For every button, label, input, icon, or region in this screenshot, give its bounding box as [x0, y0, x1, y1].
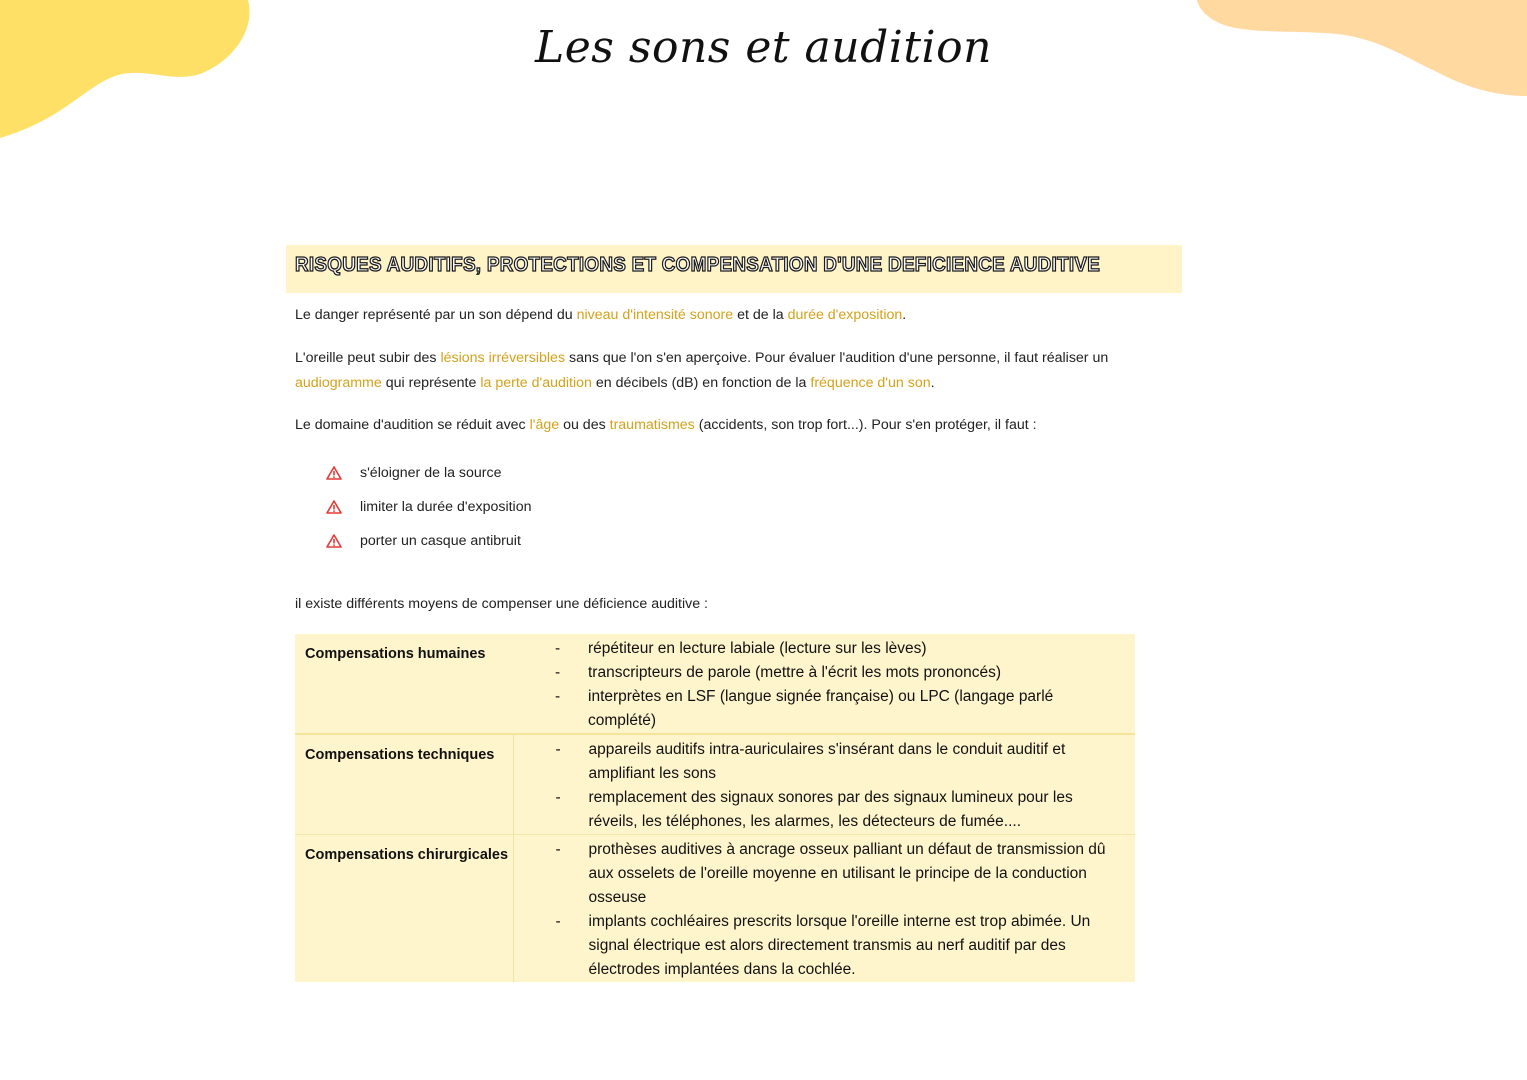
highlight-audiogram: audiogramme: [295, 375, 382, 391]
highlight-intensity: niveau d'intensité sonore: [576, 307, 734, 323]
list-item: - répétiteur en lecture labiale (lecture sur les lèves): [555, 640, 927, 657]
list-item: - appareils auditifs intra-auriculaires s'insérant dans le conduit auditif et amplifiant les sons: [555, 741, 1066, 782]
warning-icon: [326, 465, 342, 481]
category-human: Compensations humaines: [295, 634, 513, 734]
list-item: - prothèses auditives à ancrage osseux palliant un défaut de transmission dû aux osselets de l'oreille moyenne en utilisant le principe de la conduction osseuse: [555, 841, 1106, 906]
page-title: Les sons et audition: [535, 22, 992, 73]
category-items: [513, 734, 1135, 835]
paragraph-ear-damage: L'oreille peut subir des lésions irréversibles sans que l'on s'en aperçoive. Pour évaluer l'audition d'une personne, il faut réaliser un audiogramme qui représente la perte d'audition en décibels (dB) en fonction de la fréquence d'un son.: [295, 350, 1109, 391]
list-item: - interprètes en LSF (langue signée française) ou LPC (langage parlé complété): [555, 688, 1054, 729]
highlight-trauma: traumatismes: [609, 417, 695, 433]
compensation-table: [295, 634, 1135, 982]
list-item: porter un casque antibruit: [326, 524, 726, 558]
protection-list: [326, 456, 726, 558]
list-item: - remplacement des signaux sonores par des signaux lumineux pour les réveils, les téléphones, les alarmes, les détecteurs de fumée....: [555, 789, 1073, 830]
highlight-lesions: lésions irréversibles: [440, 350, 566, 366]
list-item: s'éloigner de la source: [326, 456, 726, 490]
section-heading: RISQUES AUDITIFS, PROTECTIONS ET COMPENSATION D'UNE DEFICIENCE AUDITIVE: [295, 253, 1101, 276]
category-surgical: Compensations chirurgicales: [295, 835, 513, 983]
table-row: [295, 734, 1135, 835]
warning-icon: [326, 499, 342, 515]
list-item: - implants cochléaires prescrits lorsque l'oreille interne est trop abimée. Un signal électrique est alors directement transmis au nerf auditif par des électrodes implantées dans la cochlée.: [555, 913, 1091, 978]
section-header: [286, 245, 1182, 293]
list-item: - transcripteurs de parole (mettre à l'écrit les mots prononcés): [555, 664, 1002, 681]
warning-icon: [326, 533, 342, 549]
category-items: [513, 634, 1135, 734]
paragraph-hearing-range: Le domaine d'audition se réduit avec l'âge ou des traumatismes (accidents, son trop fort...). Pour s'en protéger, il faut :: [295, 417, 1037, 433]
list-item: limiter la durée d'exposition: [326, 490, 726, 524]
category-items: [513, 835, 1135, 983]
highlight-age: l'âge: [529, 417, 560, 433]
table-row: [295, 634, 1135, 734]
paragraph-compensation-intro: il existe différents moyens de compenser une déficience auditive :: [295, 596, 708, 612]
highlight-duration: durée d'exposition: [787, 307, 903, 323]
paragraph-danger: Le danger représenté par un son dépend du niveau d'intensité sonore et de la durée d'exposition.: [295, 307, 907, 323]
table-row: [295, 835, 1135, 983]
highlight-hearing-loss: la perte d'audition: [480, 375, 592, 391]
category-technical: Compensations techniques: [295, 734, 513, 835]
highlight-frequency: fréquence d'un son: [810, 375, 931, 391]
